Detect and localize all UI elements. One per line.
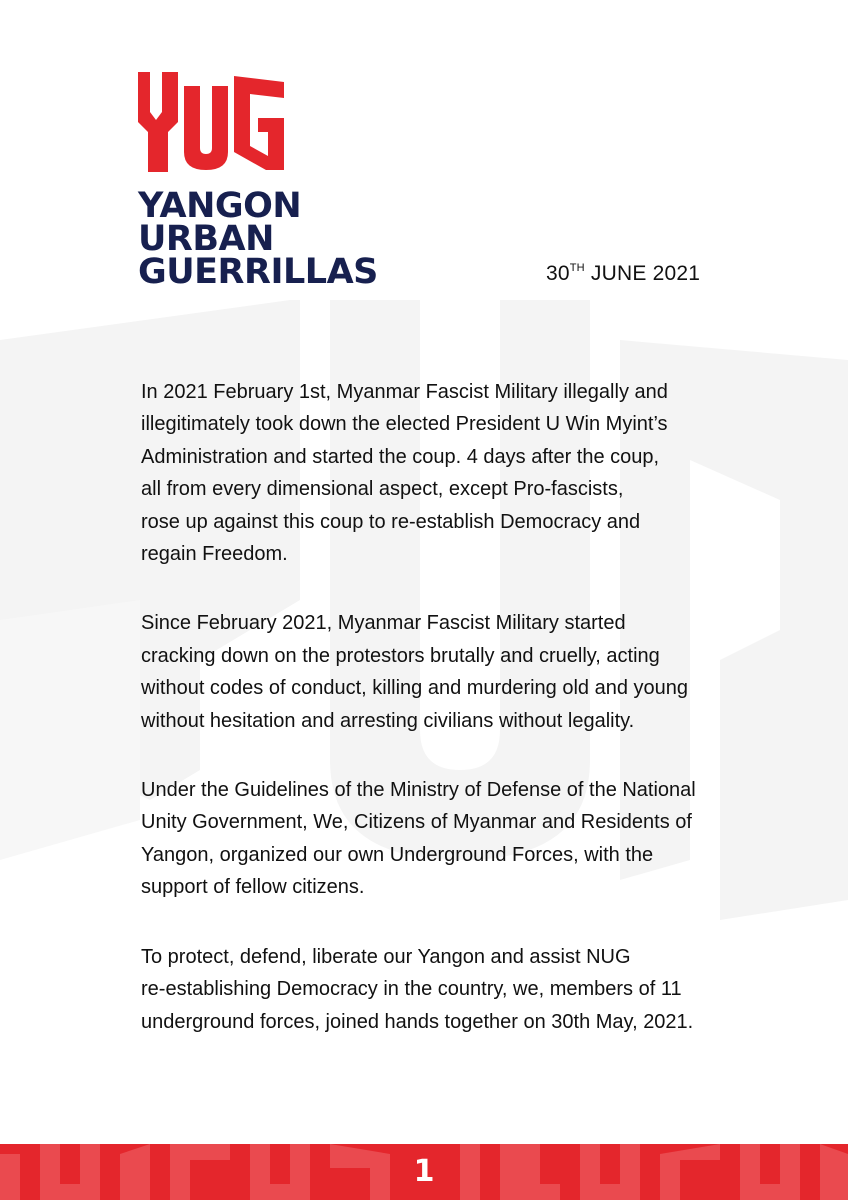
paragraph-1 <box>141 376 761 570</box>
paragraph-line: underground forces, joined hands together on 30th May, 2021. <box>141 1010 694 1033</box>
date-day: 30 <box>546 262 570 285</box>
paragraph-line: In 2021 February 1st, Myanmar Fascist Military illegally and <box>141 381 668 403</box>
organization-logo <box>138 72 378 292</box>
statement-body <box>141 376 761 1075</box>
organization-name <box>138 186 378 292</box>
paragraph-4 <box>141 941 761 1038</box>
paragraph-line: cracking down on the protestors brutally and cruelly, acting <box>141 644 660 667</box>
paragraph-line: Unity Government, We, Citizens of Myanmar and Residents of <box>141 811 692 834</box>
date-month-year: JUNE 2021 <box>590 262 701 285</box>
date-day-suffix: TH <box>569 262 585 274</box>
paragraph-line: Since February 2021, Myanmar Fascist Military started <box>141 612 626 635</box>
organization-name-line-2: URBAN <box>138 219 274 259</box>
paragraph-2 <box>141 607 761 737</box>
paragraph-line: Administration and started the coup. 4 days after the coup, <box>141 445 660 468</box>
paragraph-line: illegitimately took down the elected President U Win Myint’s <box>141 413 668 436</box>
paragraph-line: without hesitation and arresting civilians without legality. <box>141 709 635 732</box>
paragraph-3 <box>141 774 761 904</box>
page-footer <box>0 1144 848 1200</box>
paragraph-line: Yangon, organized our own Underground Forces, with the <box>141 843 654 866</box>
paragraph-line: re-establishing Democracy in the country, we, members of 11 <box>141 978 682 1001</box>
document-date <box>546 262 700 286</box>
organization-name-line-3: GUERRILLAS <box>138 252 378 292</box>
page-number: 1 <box>413 1154 435 1189</box>
paragraph-line: support of fellow citizens. <box>141 876 365 899</box>
organization-name-line-1: YANGON <box>138 186 302 226</box>
paragraph-line: all from every dimensional aspect, except Pro-fascists, <box>141 478 624 501</box>
paragraph-line: To protect, defend, liberate our Yangon and assist NUG <box>141 945 631 968</box>
paragraph-line: regain Freedom. <box>141 543 288 566</box>
paragraph-line: rose up against this coup to re-establish Democracy and <box>141 510 641 533</box>
paragraph-line: Under the Guidelines of the Ministry of Defense of the National <box>141 779 696 802</box>
paragraph-line: without codes of conduct, killing and murdering old and young <box>141 677 689 700</box>
yug-logo-mark <box>138 72 284 172</box>
